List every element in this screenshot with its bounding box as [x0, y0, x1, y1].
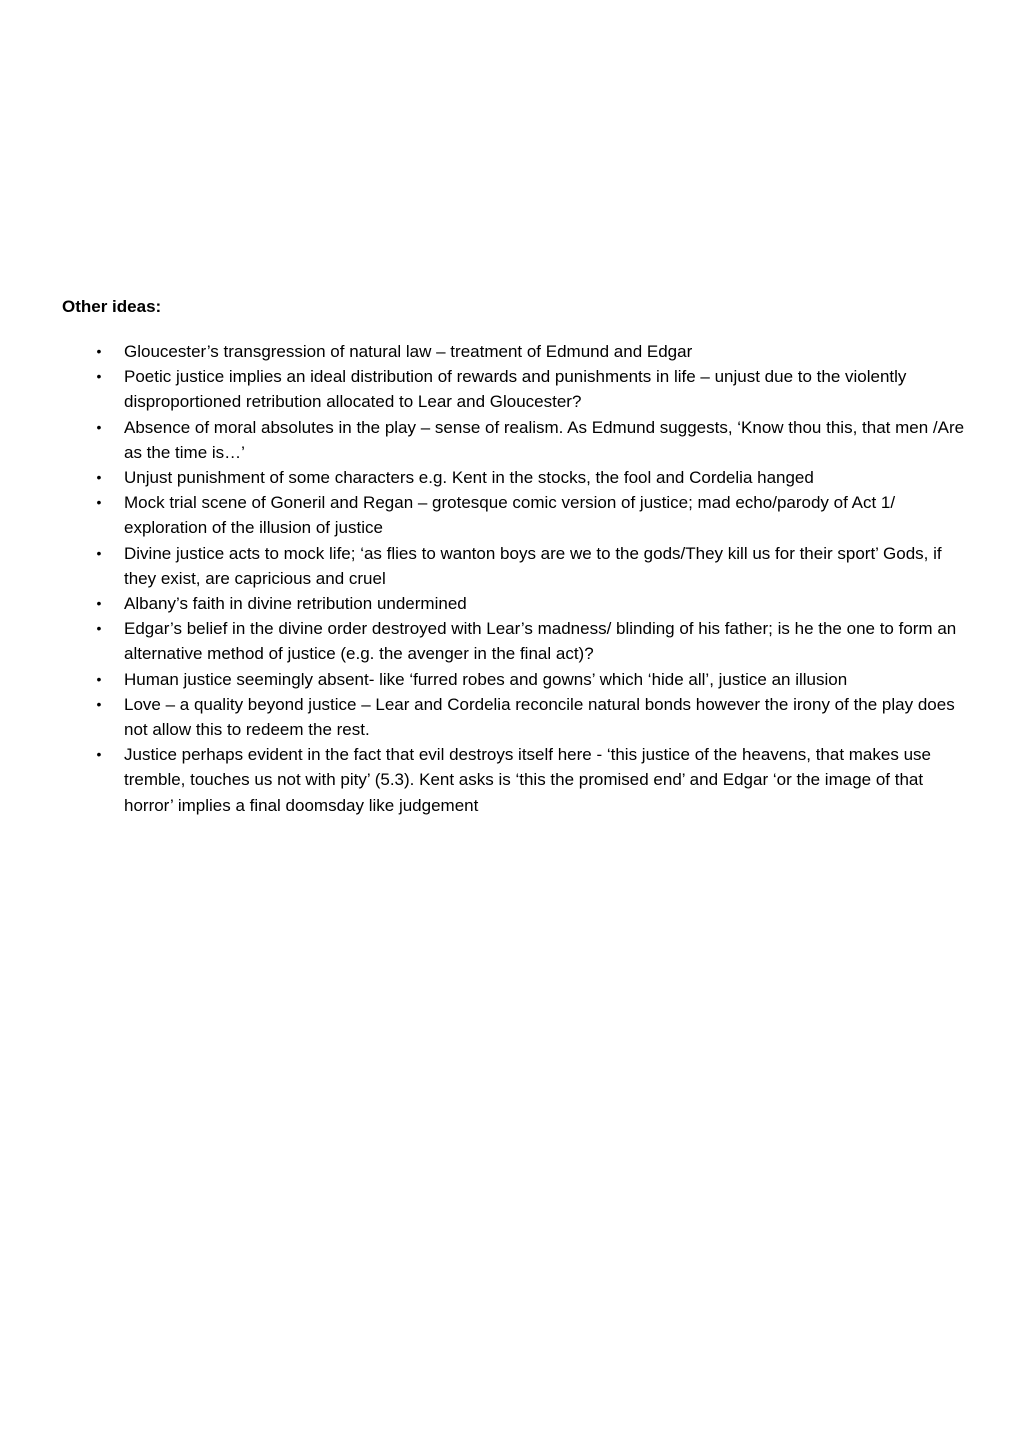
- list-item: [62, 667, 968, 692]
- list-item: [62, 616, 968, 666]
- list-item-text: Love – a quality beyond justice – Lear and Cordelia reconcile natural bonds however the irony of the play does not allow this to redeem the rest.: [124, 694, 955, 740]
- list-item: [62, 490, 968, 540]
- list-item: [62, 364, 968, 414]
- list-item: [62, 465, 968, 490]
- list-item-text: Gloucester’s transgression of natural law – treatment of Edmund and Edgar: [124, 342, 693, 361]
- bullet-icon: •: [96, 544, 102, 561]
- list-item-text: Divine justice acts to mock life; ‘as flies to wanton boys are we to the gods/They kill us for their sport’ Gods, if they exist, are capricious and cruel: [124, 543, 942, 588]
- list-item-text: Justice perhaps evident in the fact that evil destroys itself here - ‘this justice of the heavens, that makes use tremble, touches us not with pity’ (5.3). Kent asks is ‘this the promised end’ and Edgar ‘or the image of that horror’ implies a final doomsday like judgement: [124, 745, 931, 815]
- bullet-icon: •: [96, 418, 102, 435]
- list-item-text: Albany’s faith in divine retribution undermined: [124, 594, 467, 614]
- list-item-text: Poetic justice implies an ideal distribution of rewards and punishments in life – unjust due to the violently disproportioned retribution allocated to Lear and Gloucester?: [124, 367, 907, 412]
- document-body: [62, 294, 968, 818]
- bullet-icon: •: [96, 695, 102, 712]
- list-item: [62, 591, 968, 616]
- list-item-text: Unjust punishment of some characters e.g. Kent in the stocks, the fool and Cordelia hanged: [124, 468, 814, 488]
- list-item-text: Human justice seemingly absent- like ‘furred robes and gowns’ which ‘hide all’, justice an illusion: [124, 669, 848, 689]
- list-item: [62, 692, 968, 742]
- list-item: [62, 541, 968, 591]
- bullet-icon: •: [96, 368, 102, 385]
- list-item-text: Edgar’s belief in the divine order destroyed with Lear’s madness/ blinding of his father; is he the one to form an alternative method of justice (e.g. the avenger in the final act)?: [124, 619, 957, 664]
- section-heading: Other ideas:: [62, 297, 162, 316]
- list-item: [62, 742, 968, 818]
- bullet-icon: •: [96, 469, 102, 486]
- bullet-icon: •: [96, 595, 102, 612]
- list-item: [62, 339, 968, 364]
- ideas-bullet-list: [62, 339, 968, 818]
- list-item-text: Absence of moral absolutes in the play – sense of realism. As Edmund suggests, ‘Know thou this, that men /Are as the time is…’: [124, 417, 965, 462]
- bullet-icon: •: [96, 746, 102, 763]
- list-item: [62, 415, 968, 465]
- list-item-text: Mock trial scene of Goneril and Regan – grotesque comic version of justice; mad echo/parody of Act 1/ exploration of the illusion of justice: [124, 493, 896, 538]
- bullet-icon: •: [96, 620, 102, 637]
- bullet-icon: •: [96, 343, 102, 359]
- bullet-icon: •: [96, 494, 102, 511]
- bullet-icon: •: [96, 670, 102, 687]
